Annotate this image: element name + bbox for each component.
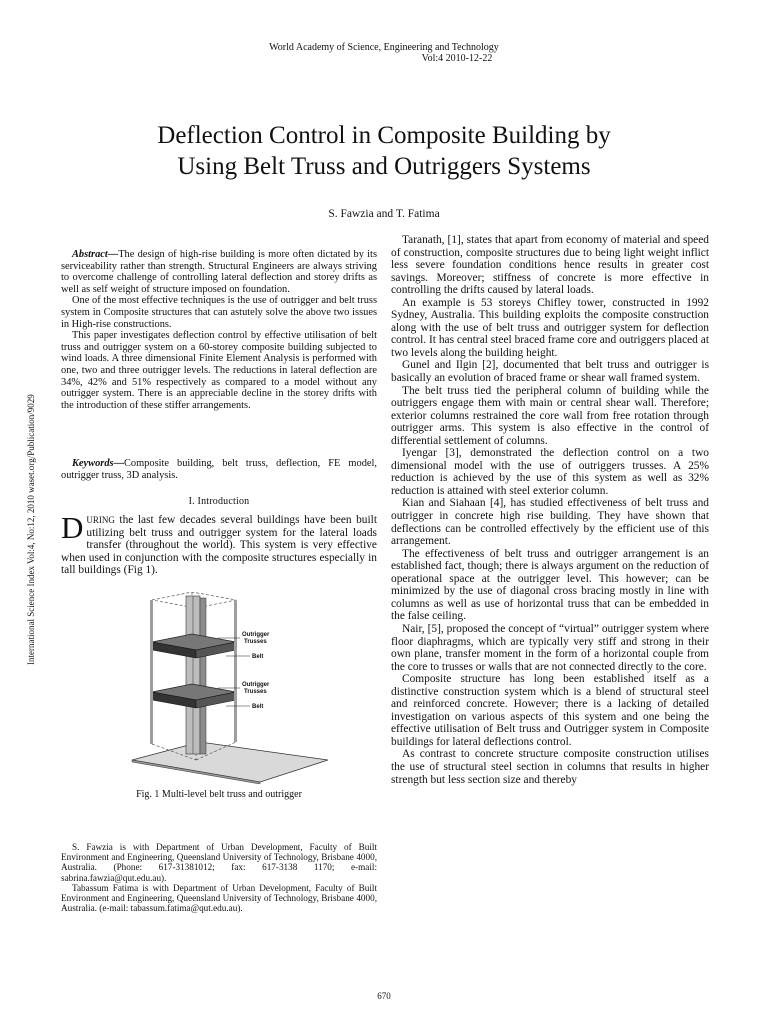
authors: S. Fawzia and T. Fatima [328, 208, 440, 220]
citation-text: International Science Index Vol:4, No:12, 2010 waset.org/Publication/9029 [26, 394, 36, 665]
figure-caption: Fig. 1 Multi-level belt truss and outrigger [136, 789, 302, 800]
page-number: 670 [377, 991, 391, 1001]
right-p4: The belt truss tied the peripheral column of building while the outriggers engage them with main or central shear wall. Therefore; exterior columns restrained the core wall from free rotation through outrigger arms. This system is also effective in the control of differential settlement of columns. [391, 384, 709, 447]
volume-date: Vol:4 2010-12-22 [421, 53, 493, 64]
title-line-1: Deflection Control in Composite Building by [157, 122, 611, 149]
label-trusses-2: Trusses [244, 689, 267, 695]
figure-1 [130, 592, 330, 784]
section-heading-introduction: I. Introduction [188, 496, 250, 507]
label-belt-2: Belt [252, 704, 264, 710]
intro-lead: URING [86, 515, 115, 525]
abstract-p3: This paper investigates deflection control by effective utilisation of belt truss and outrigger system on a 60-storey composite building subjected to wind loads. A three dimensional Finite Element Analysis is performed with one, two and three outrigger levels. The reductions in lateral deflection are 34%, 42% and 51% respectively as compared to a model without any outrigger system. There is an appreciable decline in the storey drifts with the introduction of these stiffer arrangements. [61, 330, 377, 411]
title-line-2: Using Belt Truss and Outriggers Systems [177, 153, 591, 180]
journal-name: World Academy of Science, Engineering and Technology [269, 42, 499, 53]
abstract-label: Abstract [72, 249, 108, 260]
footnotes [61, 842, 377, 913]
dropcap: D [61, 510, 84, 545]
right-p8: Nair, [5], proposed the concept of “virtual” outrigger system where floor diaphragms, which are typically very stiff and strong in their own plane, transfer moment in the form of a horizontal couple from the core to trusses or walls that are not connected directly to the core. [391, 622, 709, 673]
label-outrigger-2: Outrigger [242, 682, 270, 688]
abstract-dash: — [107, 249, 119, 260]
introduction-text [61, 510, 377, 577]
intro-p1: the last few decades several buildings have been built utilizing belt truss and outrigger system for the lateral loads transfer (throughout the world). This system is very effective when used in conjunction with the composite structures especially in tall buildings (Fig 1). [61, 514, 377, 577]
keywords-section [61, 458, 377, 481]
abstract-p2: One of the most effective techniques is the use of outrigger and belt truss system in Composite structures that can astutely solve the above two issues in High-rise constructions. [61, 295, 377, 330]
citation-sidebar [8, 355, 58, 665]
label-outrigger-1: Outrigger [242, 632, 270, 638]
abstract-p1: The design of high-rise building is more often dictated by its serviceability rather than strength. Structural Engineers are always striving to overcome challenge of controlling lateral deflection and storey drifts as well as self weight of structure imposed on foundation. [61, 249, 377, 295]
label-belt-1: Belt [252, 654, 264, 660]
right-p6: Kian and Siahaan [4], has studied effectiveness of belt truss and outrigger in concrete high rise building. They have shown that deflections can be controlled effectively by the efficient use of this arrangement. [391, 497, 709, 548]
label-trusses-1: Trusses [244, 639, 267, 645]
paper-title [60, 120, 708, 182]
abstract-section [61, 249, 377, 411]
footnote-2: Tabassum Fatima is with Department of Urban Development, Faculty of Built Environment and Engineering, Queensland University of Technology, Brisbane 4000, Australia. (e-mail: tabassum.fatima@qut.edu.au). [61, 882, 377, 914]
right-p1: Taranath, [1], states that apart from economy of material and speed of construction, composite structures due to being light weight inflict less severe foundation conditions hence results in greater cost savings. Moreover; stiffness of concrete is more effective in controlling the drifts caused by lateral loads. [391, 234, 709, 297]
right-column [391, 234, 709, 786]
right-p9: Composite structure has long been established itself as a distinctive construction system which is a blend of structural steel and reinforced concrete. However; there is a lacking of detailed investigation on various aspects of this system and one being the effective utilisation of Belt truss and Outrigger system in Composite buildings for lateral deflections control. [391, 673, 709, 748]
right-p3: Gunel and Ilgin [2], documented that belt truss and outrigger is basically an evolution of braced frame or shear wall framed system. [391, 359, 709, 385]
right-p10: As contrast to concrete structure composite construction utilises the use of structural steel section in columns that results in higher strength but less section size and thereby [391, 748, 709, 786]
right-p5: Iyengar [3], demonstrated the deflection control on a two dimensional model with the use of outriggers trusses. A 25% reduction is achieved by the use of this system as well as 32% reduction is attained with steel exterior column. [391, 447, 709, 497]
keywords-text: Composite building, belt truss, deflection, FE model, outrigger truss, 3D analysis. [61, 458, 377, 481]
right-p7: The effectiveness of belt truss and outrigger arrangement is an established fact, though; there is always argument on the reduction of operational space at the outrigger level. This however; can be minimized by the use of diagonal cross bracing mostly in line with columns as well as use of horizontal truss that can be embedded in the false ceiling. [391, 547, 709, 623]
right-p2: An example is 53 storeys Chifley tower, constructed in 1992 Sydney, Australia. This building exploits the composite construction along with the use of belt truss and outrigger system for deflection control. It has central steel braced frame core and outriggers placed at two levels along the building height. [391, 296, 709, 359]
belt-truss-diagram [130, 592, 330, 784]
keywords-dash: — [113, 458, 124, 469]
keywords-label: Keywords [72, 458, 114, 469]
footnote-1: S. Fawzia is with Department of Urban Development, Faculty of Built Environment and Engineering, Queensland University of Technology, Brisbane 4000, Australia. (Phone: 617-31381012; fax: 617-3138 1170; e-mail: sabrina.fawzia@qut.edu.au). [61, 842, 377, 883]
